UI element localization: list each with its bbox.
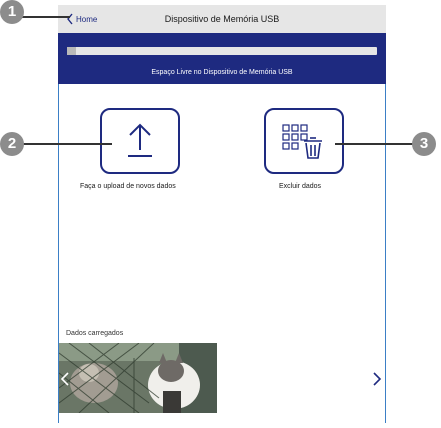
chevron-left-icon — [60, 371, 70, 387]
upload-label: Faça o upload de novos dados — [80, 183, 176, 190]
delete-button[interactable] — [264, 108, 344, 174]
nav-header — [58, 5, 386, 33]
free-space-used — [67, 47, 76, 55]
page-title: Dispositivo de Memória USB — [164, 14, 280, 24]
callout-2-line — [22, 143, 112, 145]
uploaded-section-label: Dados carregados — [66, 330, 124, 337]
delete-label: Excluir dados — [279, 183, 322, 190]
cats-photo-image — [59, 343, 217, 413]
chevron-right-icon — [372, 371, 382, 387]
delete-grid-trash-icon — [266, 110, 342, 172]
callout-3: 3 — [412, 132, 436, 156]
callout-1: 1 — [0, 0, 24, 24]
callout-2: 2 — [0, 132, 24, 156]
callout-3-line — [335, 143, 415, 145]
back-label: Home — [76, 14, 98, 24]
next-photo-arrow[interactable] — [372, 371, 382, 392]
free-space-bar — [67, 47, 377, 55]
free-space-label: Espaço Livre no Dispositivo de Memória USB — [151, 69, 293, 76]
callout-1-line — [22, 16, 70, 18]
upload-icon — [102, 110, 178, 172]
uploaded-photo-thumbnail[interactable] — [59, 343, 217, 413]
prev-photo-arrow[interactable] — [60, 371, 70, 392]
storage-panel — [58, 33, 386, 84]
upload-button[interactable] — [100, 108, 180, 174]
